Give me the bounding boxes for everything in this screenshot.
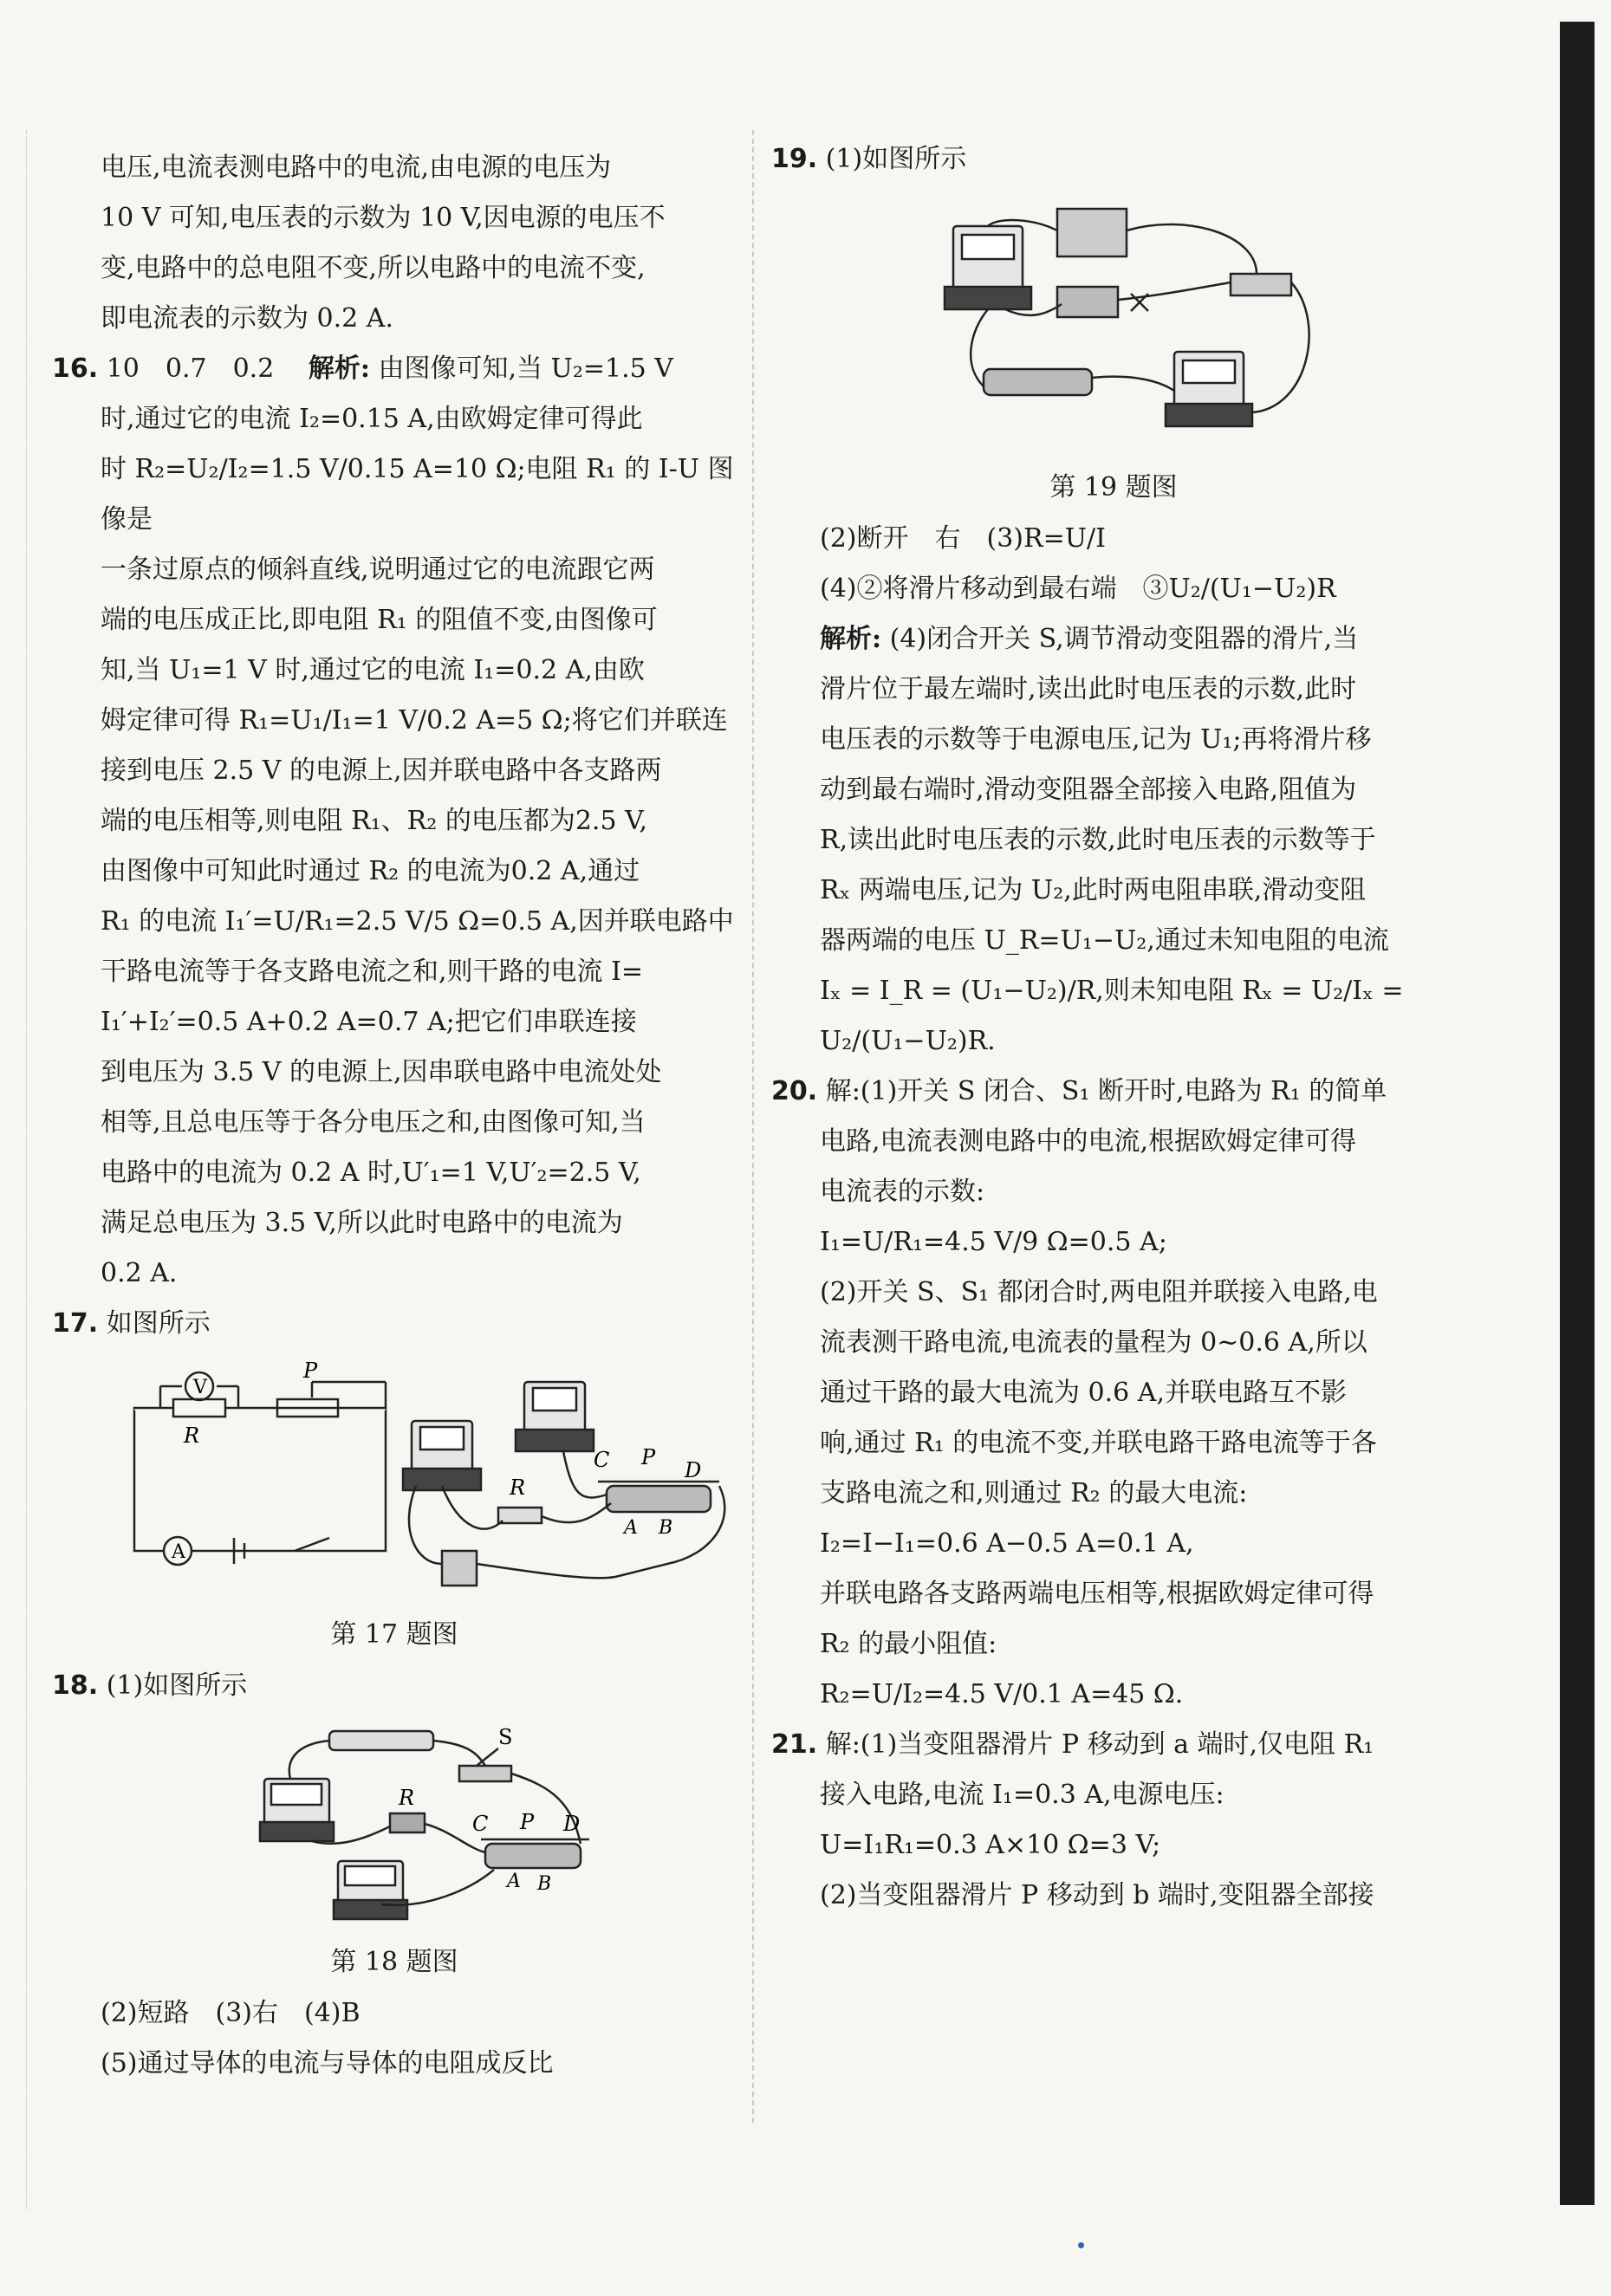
question-number: 16. (52, 353, 99, 384)
text-line: (2)当变阻器滑片 P 移动到 b 端时,变阻器全部接 (820, 1880, 1374, 1910)
text-line: 解:(1)当变阻器滑片 P 移动到 a 端时,仅电阻 R₁ (825, 1729, 1374, 1760)
text-line: 流表测干路电流,电流表的量程为 0~0.6 A,所以 (820, 1327, 1367, 1358)
text-line: 通过干路的最大电流为 0.6 A,并联电路互不影 (820, 1378, 1347, 1408)
text-line: 10 V 可知,电压表的示数为 10 V,因电源的电压不 (101, 203, 666, 233)
analysis-label: 解析: (820, 624, 882, 654)
label-V: V (193, 1377, 207, 1398)
text-line: R₂=U/I₂=4.5 V/0.1 A=45 Ω. (820, 1679, 1184, 1709)
label-C: C (472, 1812, 489, 1836)
text-line: 接到电压 2.5 V 的电源上,因并联电路中各支路两 (101, 756, 662, 786)
figure-caption: 第 19 题图 (1049, 472, 1178, 503)
question-text: 如图所示 (106, 1308, 211, 1339)
question-number: 21. (771, 1729, 818, 1760)
figure-caption: 第 18 题图 (330, 1947, 458, 1977)
answer-values: 10 0.7 0.2 (106, 353, 301, 384)
text-line: 由图像可知,当 U₂=1.5 V (378, 353, 673, 384)
question-number: 19. (771, 144, 818, 174)
label-B: B (537, 1873, 552, 1895)
column-divider (752, 130, 754, 2123)
left-page-edge (0, 130, 27, 2209)
text-line: 电路,电流表测电路中的电流,根据欧姆定律可得 (820, 1126, 1357, 1157)
text-line: 电压,电流表测电路中的电流,由电源的电压为 (101, 152, 612, 183)
label-D: D (685, 1458, 702, 1482)
question-text: (1)如图所示 (825, 144, 967, 174)
text-line: 即电流表的示数为 0.2 A. (101, 303, 393, 334)
text-line: 电路中的电流为 0.2 A 时,U′₁=1 V,U′₂=2.5 V, (101, 1158, 641, 1188)
text-line: (4)闭合开关 S,调节滑动变阻器的滑片,当 (889, 624, 1359, 654)
text-line: 响,通过 R₁ 的电流不变,并联电路干路电流等于各 (820, 1428, 1377, 1458)
label-A-terminal: A (507, 1871, 521, 1892)
right-column (771, 143, 1456, 1921)
text-line: R₁ 的电流 I₁′=U/R₁=2.5 V/5 Ω=0.5 A,因并联电路中 (101, 906, 734, 937)
label-A: A (172, 1541, 185, 1563)
answer-line: (2)短路 (3)右 (4)B (101, 1998, 361, 2028)
text-line: 姆定律可得 R₁=U₁/I₁=1 V/0.2 A=5 Ω;将它们并联连 (101, 705, 728, 736)
answer-line: (4)②将滑片移动到最右端 ③U₂/(U₁−U₂)R (820, 574, 1336, 604)
question-number: 17. (52, 1308, 99, 1339)
label-P: P (520, 1810, 535, 1834)
label-S: S (498, 1725, 513, 1749)
text-line: 时,通过它的电流 I₂=0.15 A,由欧姆定律可得此 (101, 404, 643, 434)
text-line: I₂=I−I₁=0.6 A−0.5 A=0.1 A, (820, 1528, 1194, 1559)
text-line: 滑片位于最左端时,读出此时电压表的示数,此时 (820, 674, 1357, 704)
text-line: 支路电流之和,则通过 R₂ 的最大电流: (820, 1478, 1248, 1508)
text-line: U=I₁R₁=0.3 A×10 Ω=3 V; (820, 1830, 1161, 1860)
q17-block (52, 1299, 737, 1654)
text-line: 接入电路,电流 I₁=0.3 A,电源电压: (820, 1780, 1224, 1810)
label-R: R (399, 1786, 415, 1810)
figure-17 (52, 1356, 737, 1654)
binding-strip (1560, 22, 1595, 2205)
text-line: 动到最右端时,滑动变阻器全部接入电路,阻值为 (820, 775, 1357, 805)
label-C: C (594, 1448, 610, 1472)
text-line: Iₓ = I_R = (U₁−U₂)/R,则未知电阻 Rₓ = U₂/Iₓ = (820, 976, 1404, 1006)
label-R-pictorial: R (510, 1476, 526, 1500)
text-line: 电压表的示数等于电源电压,记为 U₁;再将滑片移 (820, 724, 1372, 755)
q15-continuation (52, 143, 737, 344)
answer-line: (2)断开 右 (3)R=U/I (820, 523, 1106, 554)
q18-block (52, 1661, 737, 2089)
text-line: R₂ 的最小阻值: (820, 1629, 997, 1659)
text-line: 电流表的示数: (820, 1177, 985, 1207)
text-line: 满足总电压为 3.5 V,所以此时电路中的电流为 (101, 1208, 623, 1238)
text-line: 0.2 A. (101, 1258, 178, 1288)
q20-block (771, 1067, 1456, 1720)
left-column (52, 143, 737, 2089)
text-line: U₂/(U₁−U₂)R. (820, 1026, 996, 1056)
text-line: 干路电流等于各支路电流之和,则干路的电流 I= (101, 957, 644, 987)
label-R: R (184, 1424, 200, 1448)
text-line: 相等,且总电压等于各分电压之和,由图像可知,当 (101, 1107, 646, 1138)
text-line: 解:(1)开关 S 闭合、S₁ 断开时,电路为 R₁ 的简单 (825, 1076, 1387, 1106)
label-A-terminal: A (624, 1517, 638, 1539)
analysis-label: 解析: (308, 353, 370, 384)
text-line: 变,电路中的总电阻不变,所以电路中的电流不变, (101, 253, 646, 283)
text-line: Rₓ 两端电压,记为 U₂,此时两电阻串联,滑动变阻 (820, 875, 1367, 905)
question-number: 18. (52, 1670, 99, 1701)
figure-18 (52, 1718, 737, 1981)
label-B: B (659, 1517, 673, 1539)
label-D: D (563, 1812, 581, 1836)
text-line: R,读出此时电压表的示数,此时电压表的示数等于 (820, 825, 1376, 855)
question-text: (1)如图所示 (106, 1670, 248, 1701)
text-line: 到电压为 3.5 V 的电源上,因串联电路中电流处处 (101, 1057, 662, 1087)
q16-block (52, 344, 737, 1299)
answer-line: (5)通过导体的电流与导体的电阻成反比 (101, 2048, 554, 2079)
circuit-diagram-18 (52, 1718, 737, 1926)
text-line: 端的电压成正比,即电阻 R₁ 的阻值不变,由图像可 (101, 605, 658, 635)
text-line: I₁′+I₂′=0.5 A+0.2 A=0.7 A;把它们串联连接 (101, 1007, 637, 1037)
text-line: 一条过原点的倾斜直线,说明通过它的电流跟它两 (101, 555, 655, 585)
text-line: 时 R₂=U₂/I₂=1.5 V/0.15 A=10 Ω;电阻 R₁ 的 I-U 图像是 (101, 454, 734, 535)
question-number: 20. (771, 1076, 818, 1106)
figure-caption: 第 17 题图 (330, 1619, 458, 1650)
text-line: I₁=U/R₁=4.5 V/9 Ω=0.5 A; (820, 1227, 1167, 1257)
circuit-diagram-19 (771, 191, 1456, 451)
figure-19 (771, 191, 1456, 507)
q19-block (771, 134, 1456, 1067)
label-P: P (303, 1359, 318, 1383)
text-line: 由图像中可知此时通过 R₂ 的电流为0.2 A,通过 (101, 856, 640, 886)
text-line: 器两端的电压 U_R=U₁−U₂,通过未知电阻的电流 (820, 925, 1389, 956)
text-line: 端的电压相等,则电阻 R₁、R₂ 的电压都为2.5 V, (101, 806, 648, 836)
page-dot (1078, 2242, 1084, 2248)
text-line: 知,当 U₁=1 V 时,通过它的电流 I₁=0.2 A,由欧 (101, 655, 645, 685)
text-line: 并联电路各支路两端电压相等,根据欧姆定律可得 (820, 1579, 1374, 1609)
label-P-pictorial: P (641, 1445, 656, 1469)
q21-block (771, 1720, 1456, 1921)
text-line: (2)开关 S、S₁ 都闭合时,两电阻并联接入电路,电 (820, 1277, 1378, 1307)
circuit-diagram-17 (52, 1356, 737, 1599)
